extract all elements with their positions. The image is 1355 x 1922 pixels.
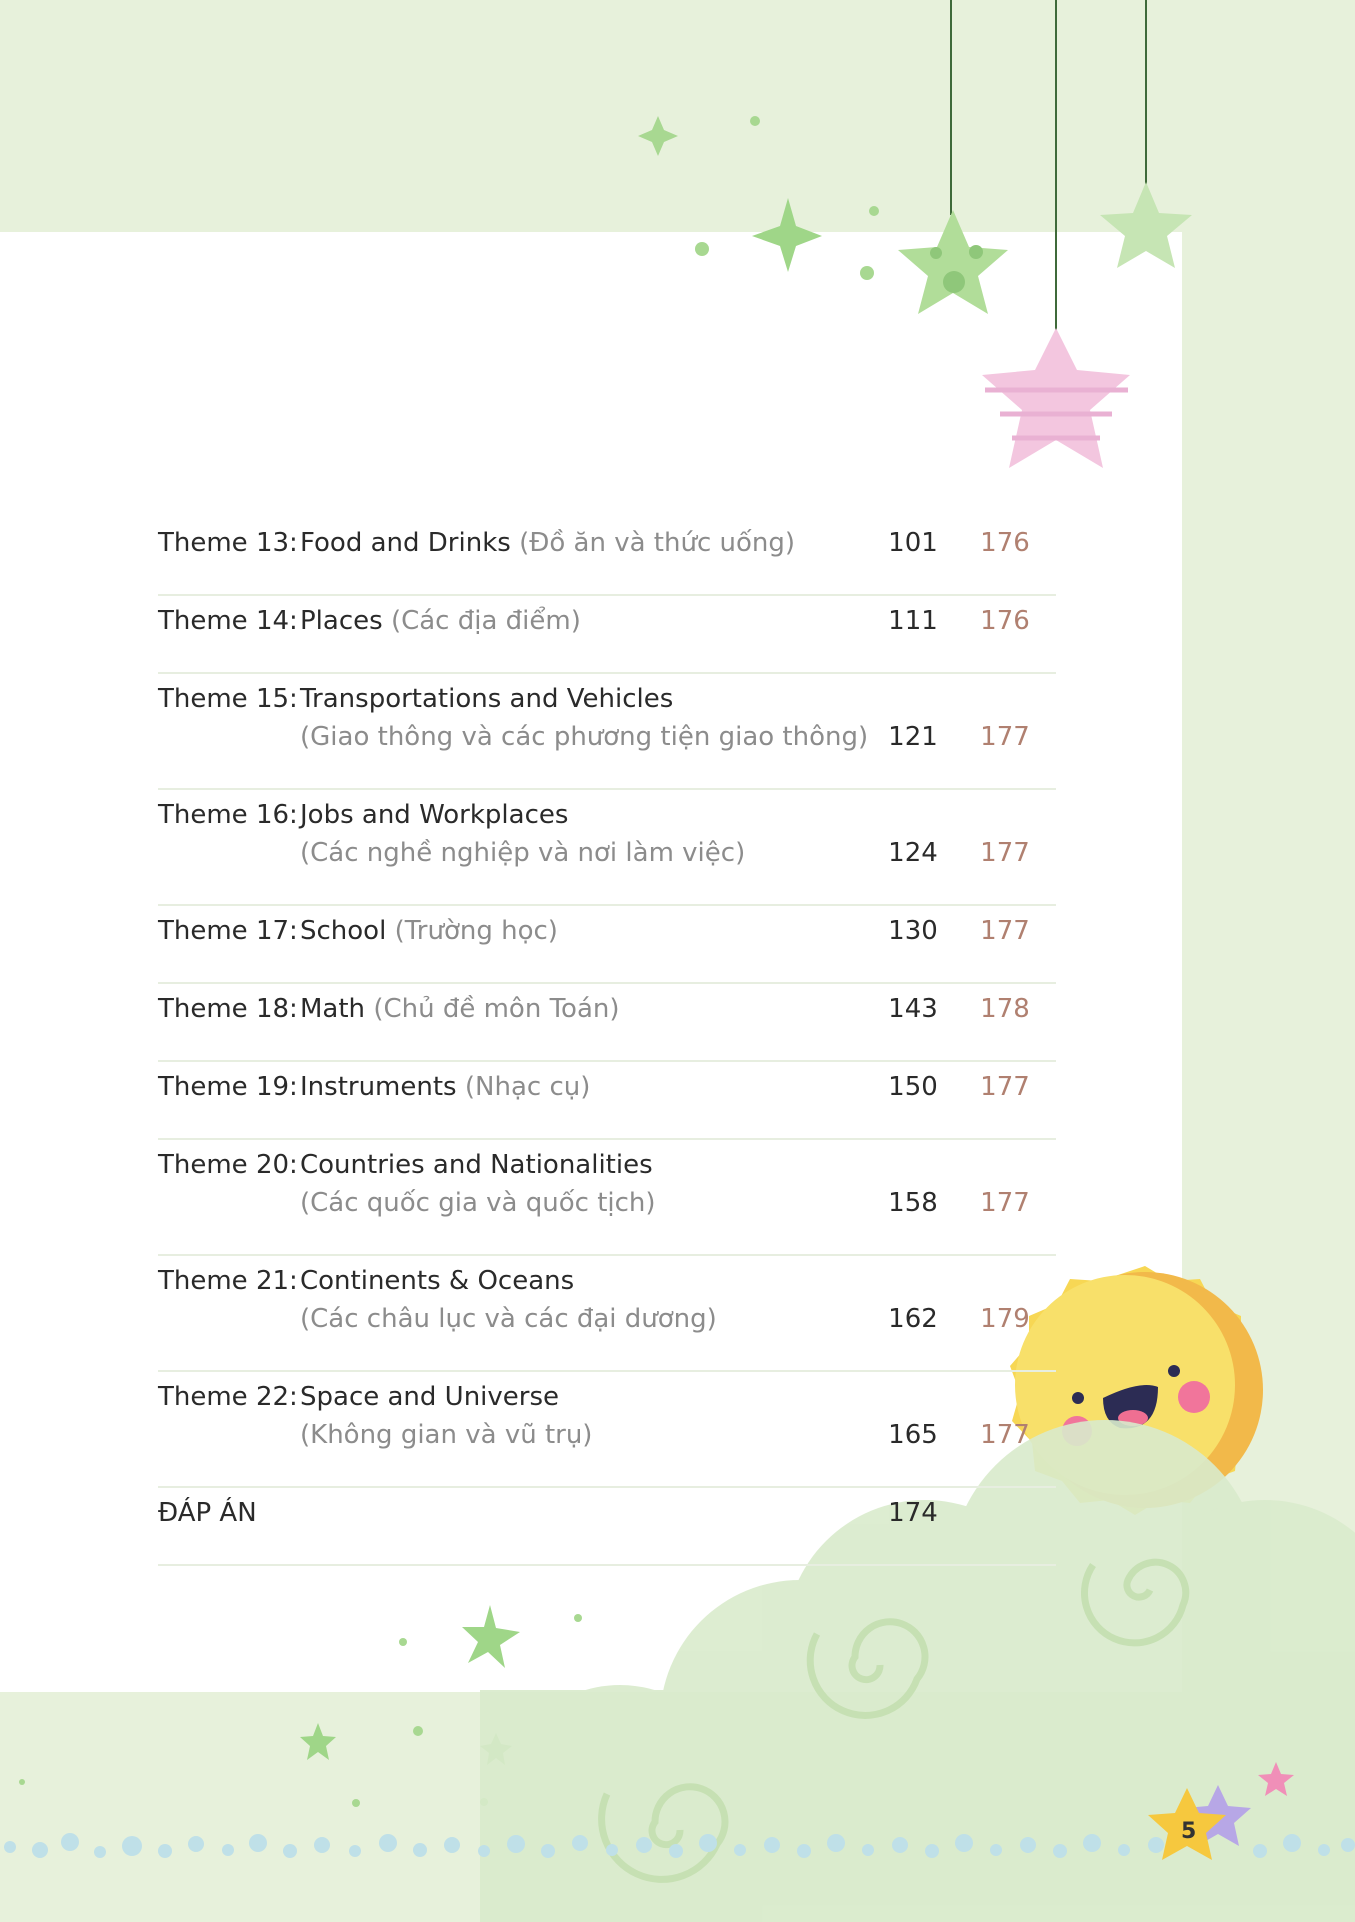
sparkle-icon: [752, 198, 822, 272]
answers-label: ĐÁP ÁN: [158, 1498, 257, 1528]
answer-page-number: 177: [980, 916, 1030, 946]
star-icon: [300, 1723, 336, 1760]
page-number: 158: [888, 1188, 938, 1218]
page-number: 143: [888, 994, 938, 1024]
answer-page-number: 179: [980, 1304, 1030, 1334]
theme-title: School (Trường học): [300, 916, 558, 946]
toc-row-theme-13[interactable]: [158, 520, 1056, 596]
page-number: 101: [888, 528, 938, 558]
dot: [413, 1726, 423, 1736]
toc-row-theme-18[interactable]: [158, 986, 1056, 1062]
dot: [19, 1779, 25, 1785]
theme-title: Math (Chủ đề môn Toán): [300, 994, 620, 1024]
page-number: 174: [888, 1498, 938, 1528]
page-number: 162: [888, 1304, 938, 1334]
theme-subtitle: (Các quốc gia và quốc tịch): [300, 1188, 656, 1218]
page-number: 121: [888, 722, 938, 752]
theme-title: Transportations and Vehicles: [300, 684, 674, 714]
dot: [869, 206, 879, 216]
page-number: 150: [888, 1072, 938, 1102]
theme-title: Jobs and Workplaces: [300, 800, 569, 830]
answer-page-number: 178: [980, 994, 1030, 1024]
theme-label: Theme 16:: [158, 800, 298, 830]
toc-row-theme-19[interactable]: [158, 1064, 1056, 1140]
theme-subtitle: (Không gian và vũ trụ): [300, 1420, 593, 1450]
theme-title: Instruments (Nhạc cụ): [300, 1072, 591, 1102]
theme-label: Theme 18:: [158, 994, 298, 1024]
toc-row-theme-20[interactable]: [158, 1142, 1056, 1256]
theme-subtitle: (Giao thông và các phương tiện giao thông): [300, 722, 869, 752]
theme-label: Theme 13:: [158, 528, 298, 558]
theme-title: Places (Các địa điểm): [300, 606, 581, 636]
toc-row-theme-17[interactable]: [158, 908, 1056, 984]
toc-row-theme-14[interactable]: [158, 598, 1056, 674]
answer-page-number: 176: [980, 606, 1030, 636]
theme-label: Theme 14:: [158, 606, 298, 636]
theme-label: Theme 21:: [158, 1266, 298, 1296]
table-of-contents: [158, 520, 1056, 1568]
theme-title: Food and Drinks (Đồ ăn và thức uống): [300, 528, 796, 558]
theme-title: Space and Universe: [300, 1382, 560, 1412]
answer-page-number: 176: [980, 528, 1030, 558]
toc-row-theme-16[interactable]: [158, 792, 1056, 906]
dot: [860, 266, 874, 280]
hanging-star-green-icon: [898, 210, 1008, 314]
answer-page-number: 177: [980, 1420, 1030, 1450]
page-number-badge: 5: [1181, 1819, 1197, 1844]
page-number: 165: [888, 1420, 938, 1450]
dot: [399, 1638, 407, 1646]
answer-page-number: 177: [980, 722, 1030, 752]
sparkle-icon: [638, 116, 678, 156]
theme-subtitle: (Các nghề nghiệp và nơi làm việc): [300, 838, 746, 868]
toc-row-theme-22[interactable]: [158, 1374, 1056, 1488]
answer-page-number: 177: [980, 1072, 1030, 1102]
toc-row-theme-21[interactable]: [158, 1258, 1056, 1372]
answer-page-number: 177: [980, 1188, 1030, 1218]
page-number: 111: [888, 606, 938, 636]
hanging-star-icon: [1100, 182, 1192, 268]
theme-label: Theme 15:: [158, 684, 298, 714]
theme-label: Theme 22:: [158, 1382, 298, 1412]
dot: [695, 242, 709, 256]
toc-row-theme-15[interactable]: [158, 676, 1056, 790]
dot: [352, 1799, 360, 1807]
dot: [574, 1614, 582, 1622]
hanging-star-pink-icon: [982, 328, 1130, 468]
theme-subtitle: (Các châu lục và các đại dương): [300, 1304, 717, 1334]
star-icon: [462, 1605, 520, 1668]
theme-title: Continents & Oceans: [300, 1266, 575, 1296]
page-number: 124: [888, 838, 938, 868]
page-number: 130: [888, 916, 938, 946]
theme-label: Theme 20:: [158, 1150, 298, 1180]
theme-title: Countries and Nationalities: [300, 1150, 653, 1180]
answer-page-number: 177: [980, 838, 1030, 868]
toc-row-answers[interactable]: [158, 1490, 1056, 1566]
dot: [750, 116, 760, 126]
theme-label: Theme 17:: [158, 916, 298, 946]
theme-label: Theme 19:: [158, 1072, 298, 1102]
